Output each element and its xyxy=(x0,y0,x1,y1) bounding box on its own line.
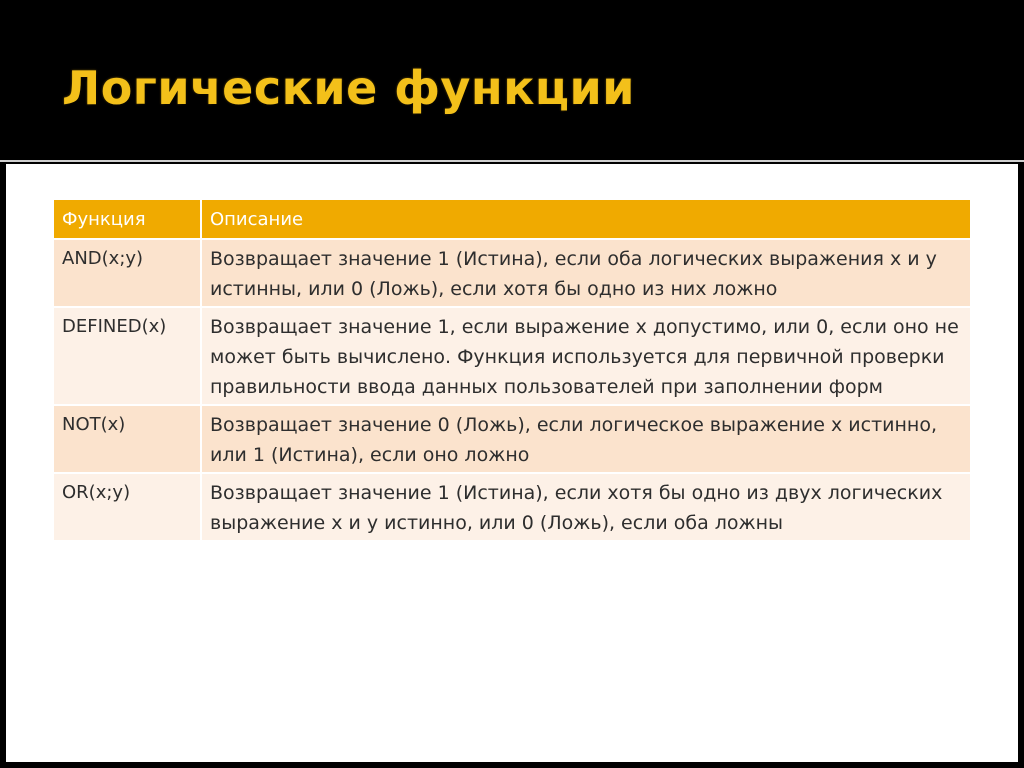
title-bar xyxy=(0,0,1024,160)
function-description-cell: Возвращает значение 1 (Истина), если хотя бы одно из двух логических выражение x и y истинно, или 0 (Ложь), если оба ложны xyxy=(202,474,970,540)
header-description: Описание xyxy=(202,200,970,238)
table-row xyxy=(54,240,970,306)
title-divider xyxy=(0,160,1024,162)
function-name-cell: DEFINED(x) xyxy=(54,308,200,404)
header-function: Функция xyxy=(54,200,200,238)
function-description-cell: Возвращает значение 1, если выражение x допустимо, или 0, если оно не может быть вычислено. Функция используется для первичной проверки правильности ввода данных пользователей при заполнении форм xyxy=(202,308,970,404)
slide-title: Логические функции xyxy=(62,61,635,115)
function-description-cell: Возвращает значение 0 (Ложь), если логическое выражение x истинно, или 1 (Истина), если оно ложно xyxy=(202,406,970,472)
function-description-cell: Возвращает значение 1 (Истина), если оба логических выражения x и y истинны, или 0 (Ложь), если хотя бы одно из них ложно xyxy=(202,240,970,306)
functions-table xyxy=(52,198,972,542)
function-name-cell: AND(x;y) xyxy=(54,240,200,306)
content-area xyxy=(6,164,1018,762)
table-row xyxy=(54,406,970,472)
function-name-cell: OR(x;y) xyxy=(54,474,200,540)
function-name-cell: NOT(x) xyxy=(54,406,200,472)
table-row xyxy=(54,308,970,404)
table-row xyxy=(54,474,970,540)
table-header-row xyxy=(54,200,970,238)
